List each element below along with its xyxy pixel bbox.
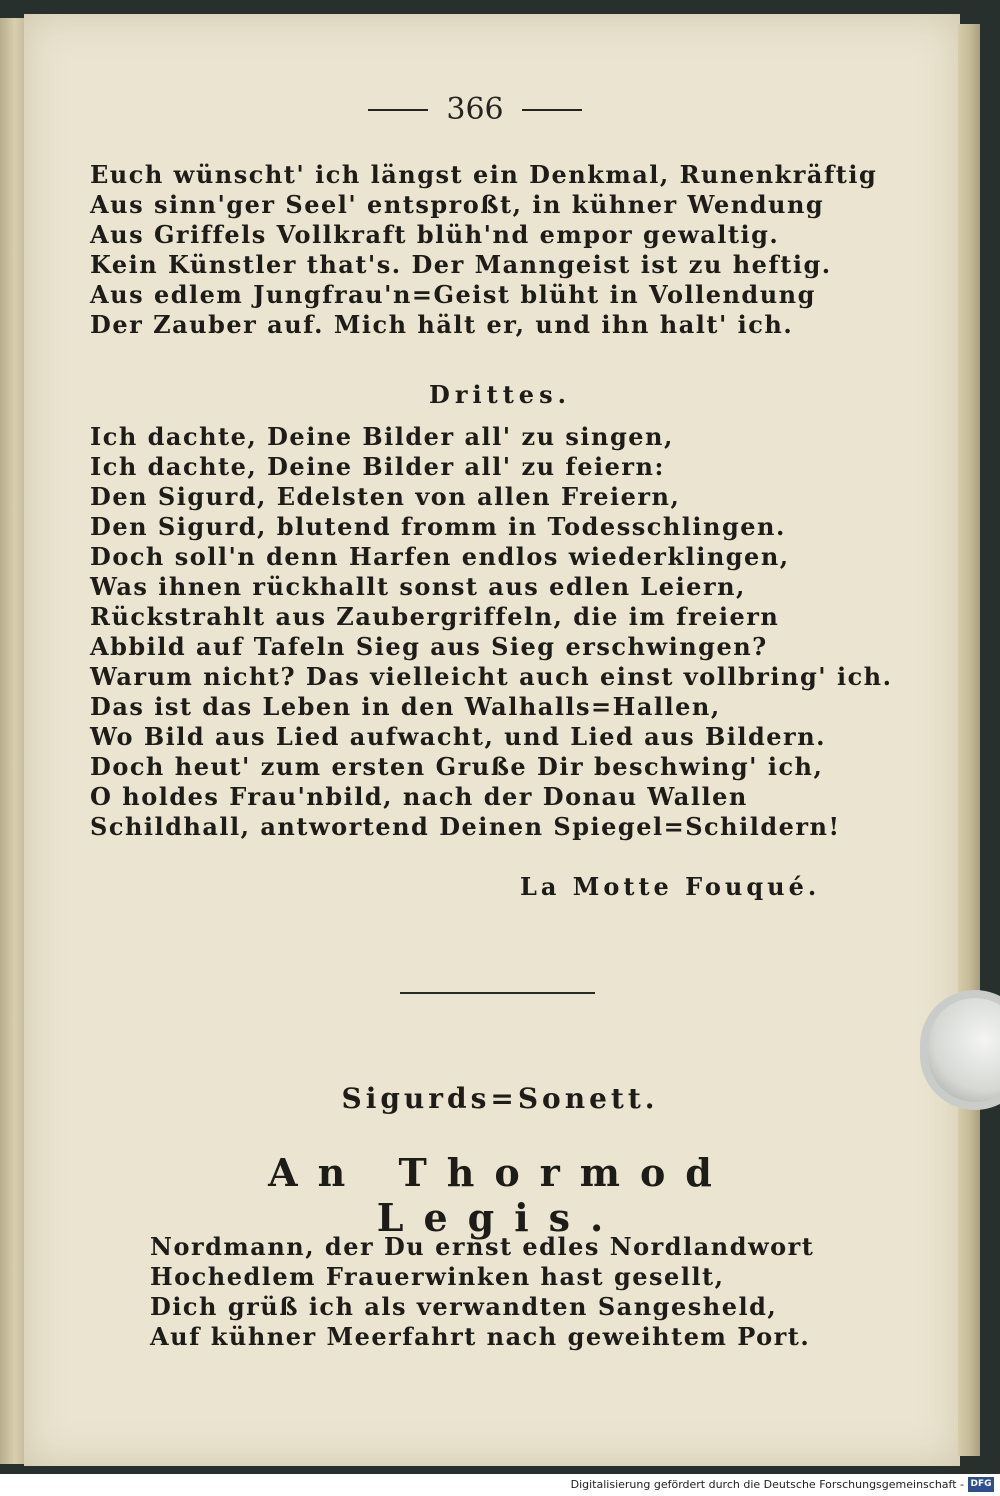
verse-line: Abbild auf Tafeln Sieg aus Sieg erschwingen? [90, 632, 768, 661]
previous-page-edge [0, 18, 25, 1464]
page-number-dash-right [522, 109, 582, 111]
page-number [350, 92, 600, 127]
footer-bar [0, 1474, 1000, 1496]
verse-line: Aus Griffels Vollkraft blüh'nd empor gewaltig. [90, 220, 780, 249]
section-heading: Drittes. [429, 380, 571, 409]
verse-line: Hochedlem Frauerwinken hast gesellt, [150, 1262, 725, 1291]
poem-title: Sigurds=Sonett. [341, 1082, 659, 1115]
funding-credit: Digitalisierung gefördert durch die Deutsche Forschungsgemeinschaft - [570, 1478, 964, 1491]
verse-line: Was ihnen rückhallt sonst aus edlen Leiern, [90, 572, 746, 601]
section-divider [400, 992, 595, 994]
verse-line: Wo Bild aus Lied aufwacht, und Lied aus Bildern. [90, 722, 826, 751]
verse-line: Schildhall, antwortend Deinen Spiegel=Schildern! [90, 812, 841, 841]
verse-line: Warum nicht? Das vielleicht auch einst vollbring' ich. [90, 662, 893, 691]
verse-line: Euch wünscht' ich längst ein Denkmal, Runenkräftig [90, 160, 878, 189]
poem-dedication: An Thormod Legis. [268, 1150, 732, 1240]
verse-line: Ich dachte, Deine Bilder all' zu singen, [90, 422, 674, 451]
verse-line: Auf kühner Meerfahrt nach geweihtem Port. [150, 1322, 811, 1351]
page-stack-edge [958, 24, 980, 1456]
verse-line: Das ist das Leben in den Walhalls=Hallen, [90, 692, 721, 721]
verse-line: Rückstrahlt aus Zaubergriffeln, die im freiern [90, 602, 780, 631]
page-number-text: 366 [446, 92, 504, 127]
verse-line: Den Sigurd, blutend fromm in Todesschlingen. [90, 512, 786, 541]
stanza-3 [150, 1232, 850, 1352]
verse-line: Dich grüß ich als verwandten Sangesheld, [150, 1292, 778, 1321]
verse-line: Doch soll'n denn Harfen endlos wiederklingen, [90, 542, 790, 571]
verse-line: Der Zauber auf. Mich hält er, und ihn halt' ich. [90, 310, 794, 339]
page-number-dash-left [368, 109, 428, 111]
verse-line: Ich dachte, Deine Bilder all' zu feiern: [90, 452, 665, 481]
verse-line: Doch heut' zum ersten Gruße Dir beschwing' ich, [90, 752, 824, 781]
dfg-logo: DFG [968, 1477, 994, 1492]
verse-line: Aus sinn'ger Seel' entsproßt, in kühner Wendung [90, 190, 825, 219]
verse-line: Den Sigurd, Edelsten von allen Freiern, [90, 482, 681, 511]
verse-line: Kein Künstler that's. Der Manngeist ist zu heftig. [90, 250, 832, 279]
stanza-2 [90, 422, 893, 842]
author-signature: La Motte Fouqué. [520, 872, 821, 901]
verse-line: O holdes Frau'nbild, nach der Donau Wallen [90, 782, 748, 811]
stanza-1 [90, 160, 878, 340]
verse-line: Nordmann, der Du ernst edles Nordlandwort [150, 1232, 815, 1261]
verse-line: Aus edlem Jungfrau'n=Geist blüht in Vollendung [90, 280, 816, 309]
